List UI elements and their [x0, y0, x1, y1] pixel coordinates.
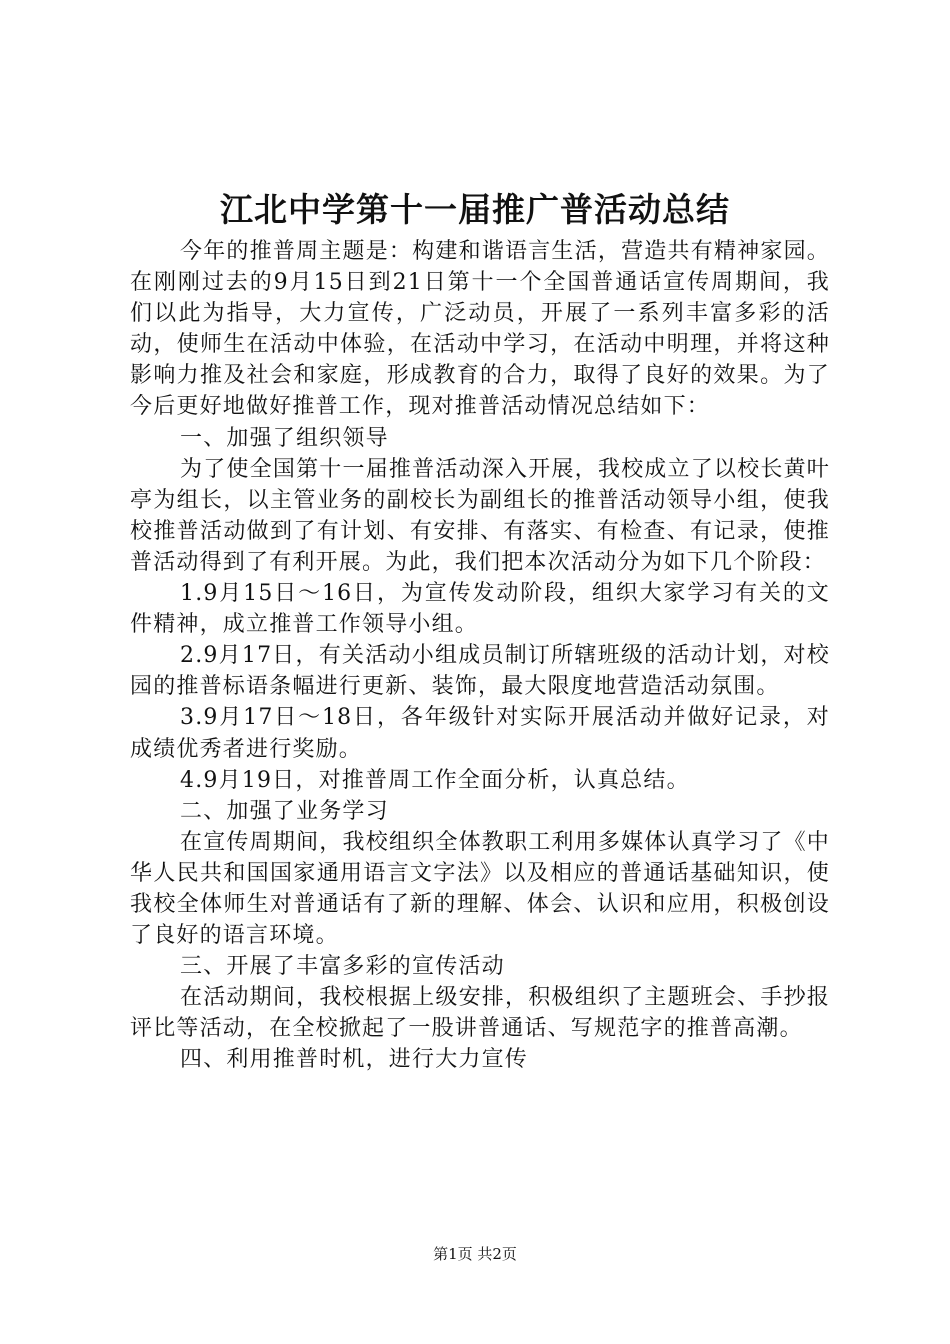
stage-item-1: 1.9月15日～16日，为宣传发动阶段，组织大家学习有关的文件精神，成立推普工作领导小组。	[130, 581, 830, 638]
section-heading-2: 二、加强了业务学习	[180, 798, 389, 824]
intro-paragraph: 今年的推普周主题是：构建和谐语言生活，营造共有精神家园。在刚刚过去的9月15日到21日第十一个全国普通话宣传周期间，我们以此为指导，大力宣传，广泛动员，开展了一系列丰富多彩的活动，使师生在活动中体验，在活动中学习，在活动中明理，并将这种影响力推及社会和家庭，形成教育的合力，取得了良好的效果。为了今后更好地做好推普工作，现对推普活动情况总结如下：	[130, 239, 830, 420]
section-3-paragraph: 在活动期间，我校根据上级安排，积极组织了主题班会、手抄报评比等活动，在全校掀起了一股讲普通话、写规范字的推普高潮。	[130, 985, 830, 1042]
section-heading-1: 一、加强了组织领导	[180, 425, 389, 451]
document-title: 江北中学第十一届推广普活动总结	[220, 190, 730, 229]
section-1-paragraph: 为了使全国第十一届推普活动深入开展，我校成立了以校长黄叶亭为组长，以主管业务的副校长为副组长的推普活动领导小组，使我校推普活动做到了有计划、有安排、有落实、有检查、有记录，使推普活动得到了有利开展。为此，我们把本次活动分为如下几个阶段：	[130, 456, 830, 575]
stage-item-3: 3.9月17日～18日，各年级针对实际开展活动并做好记录，对成绩优秀者进行奖励。	[130, 705, 830, 762]
section-2-paragraph: 在宣传周期间，我校组织全体教职工利用多媒体认真学习了《中华人民共和国国家通用语言文字法》以及相应的普通话基础知识，使我校全体师生对普通话有了新的理解、体会、认识和应用，积极创设了良好的语言环境。	[130, 829, 830, 949]
section-heading-3: 三、开展了丰富多彩的宣传活动	[180, 954, 505, 980]
stage-item-4: 4.9月19日，对推普周工作全面分析，认真总结。	[180, 767, 690, 793]
page-number: 第1页 共2页	[433, 1245, 517, 1263]
section-heading-4: 四、利用推普时机，进行大力宣传	[180, 1047, 529, 1073]
document-body	[130, 236, 830, 1076]
stage-item-2: 2.9月17日，有关活动小组成员制订所辖班级的活动计划，对校园的推普标语条幅进行更新、装饰，最大限度地营造活动氛围。	[130, 643, 830, 700]
